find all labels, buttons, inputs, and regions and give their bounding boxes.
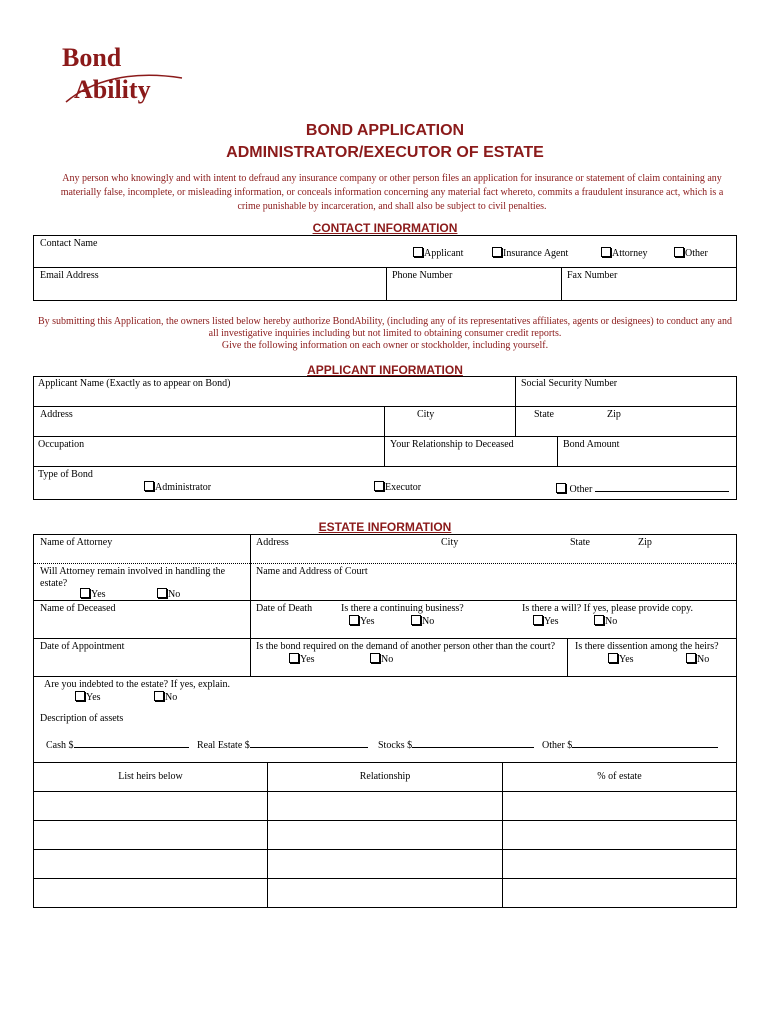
relationship-field[interactable]: Your Relationship to Deceased xyxy=(390,439,514,450)
applicant-address-field[interactable]: Address xyxy=(40,409,73,420)
checkbox-dissention-yes[interactable]: Yes xyxy=(608,653,634,665)
type-of-bond-label: Type of Bond xyxy=(38,469,93,480)
page-subtitle: ADMINISTRATOR/EXECUTOR OF ESTATE xyxy=(226,144,544,161)
logo-text-ability: Ability xyxy=(74,75,151,104)
attorney-name-field[interactable]: Name of Attorney xyxy=(40,537,113,548)
date-of-death-field[interactable]: Date of Death xyxy=(256,603,313,614)
applicant-state-field[interactable]: State xyxy=(534,409,554,420)
checkbox-indebted-no[interactable]: No xyxy=(154,691,177,703)
assets-label: Description of assets xyxy=(40,713,124,724)
heir-row-4-percent[interactable] xyxy=(503,879,736,907)
will-question: Is there a will? If yes, please provide copy. xyxy=(522,603,693,614)
authorization-line-3: Give the following information on each owner or stockholder, including yourself. xyxy=(221,340,549,351)
heirs-col-relationship: Relationship xyxy=(359,771,411,782)
heir-row-2-name[interactable] xyxy=(34,821,267,849)
checkbox-business-no[interactable]: No xyxy=(411,615,434,627)
attorney-state-field[interactable]: State xyxy=(570,537,590,548)
logo-text-bond: Bond xyxy=(62,43,122,72)
bond-amount-field[interactable]: Bond Amount xyxy=(563,439,620,450)
checkbox-attorney-involved-yes[interactable]: Yes xyxy=(80,588,106,600)
checkbox-demand-no[interactable]: No xyxy=(370,653,393,665)
deceased-name-field[interactable]: Name of Deceased xyxy=(40,603,116,614)
checkbox-administrator[interactable]: Administrator xyxy=(144,481,211,493)
checkbox-indebted-yes[interactable]: Yes xyxy=(75,691,101,703)
bond-demand-question: Is the bond required on the demand of another person other than the court? xyxy=(256,641,556,652)
checkbox-demand-yes[interactable]: Yes xyxy=(289,653,315,665)
checkbox-applicant[interactable]: Applicant xyxy=(413,247,463,259)
heir-row-3-name[interactable] xyxy=(34,850,267,878)
checkbox-insurance-agent[interactable]: Insurance Agent xyxy=(492,247,568,259)
checkbox-bond-other[interactable]: Other xyxy=(556,481,729,495)
cash-field[interactable]: Cash $ xyxy=(46,737,189,751)
fraud-warning: Any person who knowingly and with intent to defraud any insurance company or other person files an application for insurance or statement of claim containing any materially false, incomplete, or misleading information, or conceals information concerning any material fact whereto, commits a fraudulent insurance act, which is a crime punishable by incarceration, and shall also be subject to civil penalties. xyxy=(60,173,724,212)
attorney-involved-question: Will Attorney remain involved in handling the estate? xyxy=(40,566,226,589)
heir-row-3-relationship[interactable] xyxy=(268,850,502,878)
phone-field[interactable]: Phone Number xyxy=(392,270,453,281)
ssn-field[interactable]: Social Security Number xyxy=(521,378,618,389)
other-assets-field[interactable]: Other $ xyxy=(542,737,718,751)
bondability-logo xyxy=(62,40,202,110)
checkbox-business-yes[interactable]: Yes xyxy=(349,615,375,627)
occupation-field[interactable]: Occupation xyxy=(38,439,85,450)
fax-field[interactable]: Fax Number xyxy=(567,270,618,281)
checkbox-will-no[interactable]: No xyxy=(594,615,617,627)
heir-row-1-relationship[interactable] xyxy=(268,792,502,820)
page-title: BOND APPLICATION xyxy=(305,122,465,139)
heir-row-2-relationship[interactable] xyxy=(268,821,502,849)
checkbox-attorney-involved-no[interactable]: No xyxy=(157,588,180,600)
heir-row-4-relationship[interactable] xyxy=(268,879,502,907)
heir-row-2-percent[interactable] xyxy=(503,821,736,849)
date-of-appointment-field[interactable]: Date of Appointment xyxy=(40,641,125,652)
heir-row-4-name[interactable] xyxy=(34,879,267,907)
heirs-col-percent: % of estate xyxy=(597,771,642,782)
contact-heading: CONTACT INFORMATION xyxy=(312,221,458,235)
attorney-address-field[interactable]: Address xyxy=(256,537,289,548)
checkbox-attorney[interactable]: Attorney xyxy=(601,247,648,259)
checkbox-other[interactable]: Other xyxy=(674,247,708,259)
applicant-city-field[interactable]: City xyxy=(417,409,435,420)
checkbox-dissention-no[interactable]: No xyxy=(686,653,709,665)
applicant-name-field[interactable]: Applicant Name (Exactly as to appear on Bond) xyxy=(38,378,231,389)
dissention-question: Is there dissention among the heirs? xyxy=(575,641,719,652)
heir-row-1-percent[interactable] xyxy=(503,792,736,820)
email-field[interactable]: Email Address xyxy=(40,270,99,281)
applicant-zip-field[interactable]: Zip xyxy=(607,409,621,420)
real-estate-field[interactable]: Real Estate $ xyxy=(197,737,368,751)
applicant-heading: APPLICANT INFORMATION xyxy=(307,363,463,377)
contact-section xyxy=(33,235,737,301)
stocks-field[interactable]: Stocks $ xyxy=(378,737,534,751)
attorney-zip-field[interactable]: Zip xyxy=(638,537,652,548)
heirs-col-name: List heirs below xyxy=(118,771,183,782)
checkbox-will-yes[interactable]: Yes xyxy=(533,615,559,627)
authorization-line-1: By submitting this Application, the owners listed below hereby authorize BondAbility, (including any of its representatives affiliates, agents or designees) to conduct any and xyxy=(37,316,732,327)
contact-name-field[interactable]: Contact Name xyxy=(40,238,98,249)
estate-heading: ESTATE INFORMATION xyxy=(318,520,452,534)
attorney-city-field[interactable]: City xyxy=(441,537,459,548)
heir-row-1-name[interactable] xyxy=(34,792,267,820)
indebted-question: Are you indebted to the estate? If yes, explain. xyxy=(44,679,231,690)
continuing-business-question: Is there a continuing business? xyxy=(341,603,464,614)
court-field[interactable]: Name and Address of Court xyxy=(256,566,368,577)
checkbox-executor[interactable]: Executor xyxy=(374,481,421,493)
heir-row-3-percent[interactable] xyxy=(503,850,736,878)
authorization-line-2: all investigative inquiries including but not limited to obtaining consumer credit reports. xyxy=(208,328,562,339)
